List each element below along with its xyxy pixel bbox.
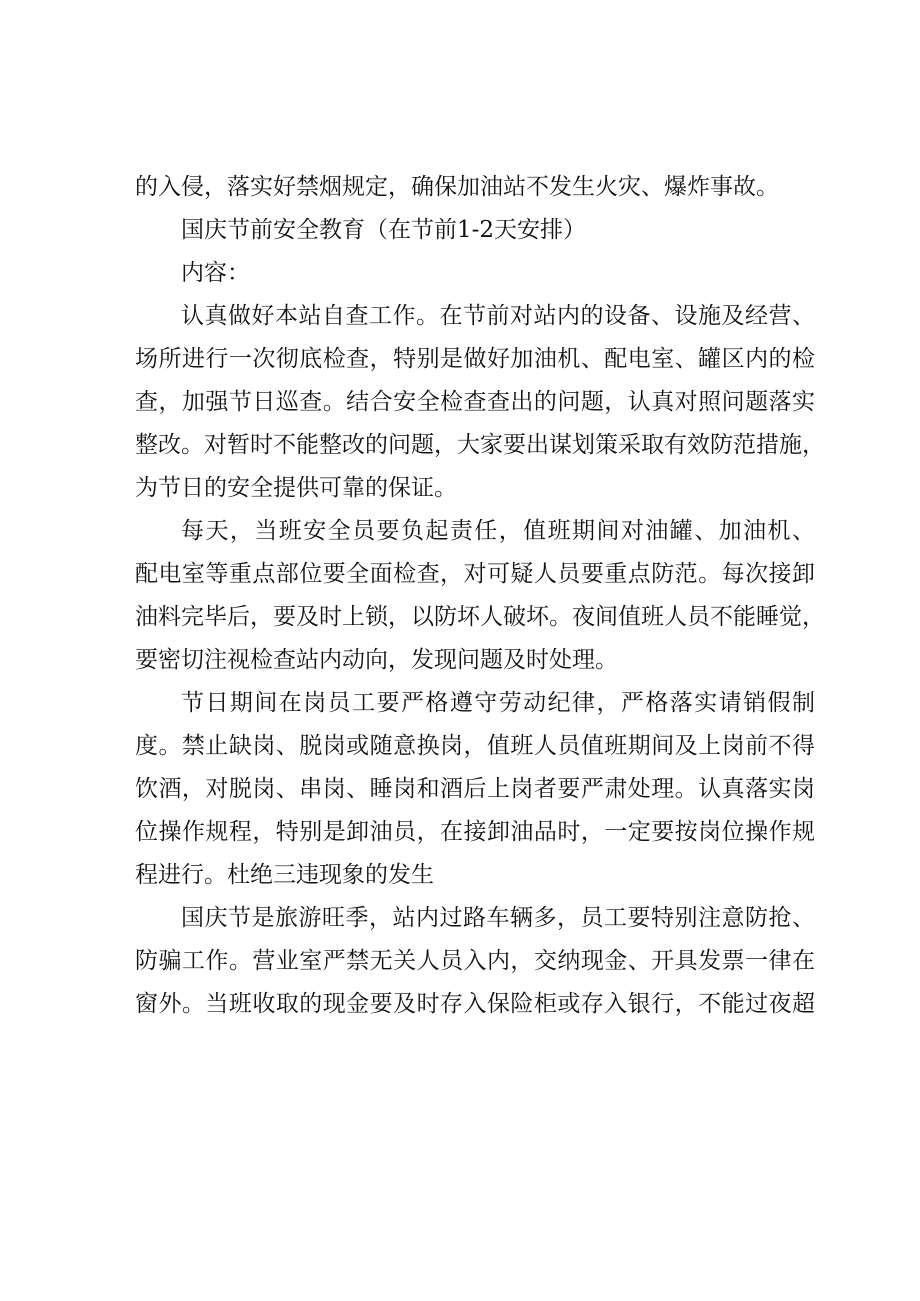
text-line: 场所进行一次彻底检查，特别是做好加油机、配电室、罐区内的检 <box>135 346 815 372</box>
text-line: 为节日的安全提供可靠的保证。 <box>135 475 457 501</box>
text-line: 饮酒，对脱岗、串岗、睡岗和酒后上岗者要严肃处理。认真落实岗 <box>135 776 815 802</box>
text-line: 查，加强节日巡查。结合安全检查查出的问题，认真对照问题落实 <box>135 389 815 415</box>
text-line: 认真做好本站自查工作。在节前对站内的设备、设施及经营、 <box>181 303 815 329</box>
text-line: 每天，当班安全员要负起责任，值班期间对油罐、加油机、 <box>181 518 815 544</box>
text-line: 节日期间在岗员工要严格遵守劳动纪律，严格落实请销假制 <box>181 690 815 716</box>
text-line: 整改。对暂时不能整改的问题，大家要出谋划策采取有效防范措施， <box>135 432 825 458</box>
document-body <box>135 166 825 1026</box>
text-line: 的入侵，落实好禁烟规定，确保加油站不发生火灾、爆炸事故。 <box>135 174 779 200</box>
text-line: 国庆节是旅游旺季，站内过路车辆多，员工要特别注意防抢、 <box>181 905 815 931</box>
text-line: 内容： <box>181 260 250 286</box>
text-line: 窗外。当班收取的现金要及时存入保险柜或存入银行，不能过夜超 <box>135 991 815 1017</box>
text-line: 位操作规程，特别是卸油员，在接卸油品时，一定要按岗位操作规 <box>135 819 815 845</box>
text-line: 要密切注视检查站内动向，发现问题及时处理。 <box>135 647 618 673</box>
text-line: 度。禁止缺岗、脱岗或随意换岗，值班人员值班期间及上岗前不得 <box>135 733 815 759</box>
text-line: 防骗工作。营业室严禁无关人员入内，交纳现金、开具发票一律在 <box>135 948 815 974</box>
text-line: 程进行。杜绝三违现象的发生 <box>135 862 434 888</box>
text-line: 油料完毕后，要及时上锁，以防坏人破坏。夜间值班人员不能睡觉， <box>135 604 825 630</box>
text-line: 配电室等重点部位要全面检查，对可疑人员要重点防范。每次接卸 <box>135 561 815 587</box>
text-line: 国庆节前安全教育（在节前1-2天安排） <box>181 217 587 243</box>
